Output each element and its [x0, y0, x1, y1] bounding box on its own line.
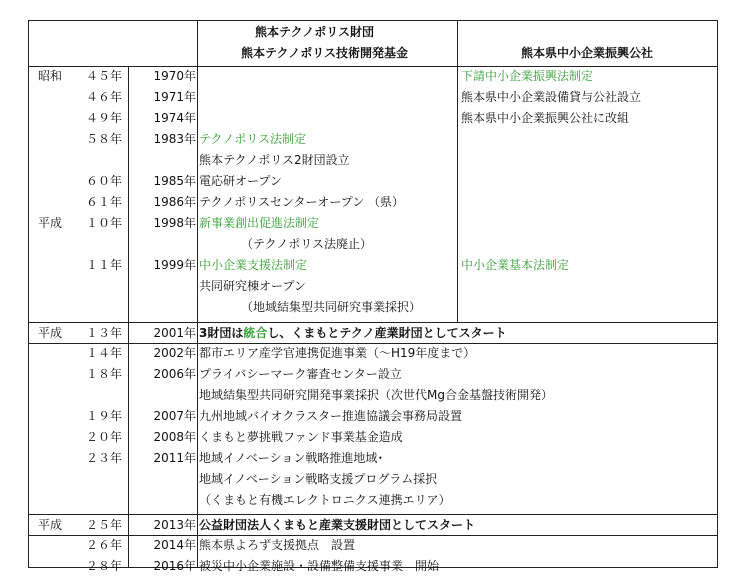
foundation-text: 公益財団法人くまもと産業支援財団としてスタート — [199, 518, 476, 532]
event-text: 新事業創出促進法制定 — [199, 216, 320, 230]
western-year: 1998年 — [153, 216, 196, 230]
event-text: 中小企業支援法制定 — [199, 258, 308, 272]
event-text: 地域イノベーション戦略支援プログラム採択 — [199, 472, 438, 486]
event-text: 被災中小企業施設・設備整備支援事業 開始 — [199, 559, 440, 573]
column-divider — [128, 66, 129, 567]
merger-text-highlight: 統合 — [243, 326, 268, 340]
western-year: 1970年 — [153, 69, 196, 83]
jp-year: １１年 — [85, 258, 122, 272]
event-text: 都市エリア産学官連携促進事業（～H19年度まで） — [199, 346, 476, 360]
kosha-event-text: 中小企業基本法制定 — [461, 258, 570, 272]
western-year: 2001年 — [153, 326, 196, 340]
event-text: テクノポリスセンターオープン （県） — [199, 195, 405, 209]
event-text: 電応研オープン — [199, 174, 282, 188]
row-divider — [29, 535, 717, 536]
header-divider — [29, 66, 717, 67]
jp-year: ６１年 — [85, 195, 122, 209]
section-divider — [29, 514, 717, 515]
western-year: 2007年 — [153, 409, 196, 423]
era-label: 昭和 — [38, 69, 63, 83]
header-col4: 熊本県中小企業振興公社 — [521, 46, 654, 60]
header-col3-line1: 熊本テクノポリス財団 — [255, 25, 375, 39]
merger-text-pre: 3財団は — [199, 326, 244, 340]
western-year: 2016年 — [153, 559, 196, 573]
jp-year: ２０年 — [85, 430, 122, 444]
western-year: 1971年 — [153, 90, 196, 104]
jp-year: １３年 — [85, 326, 122, 340]
column-divider — [457, 21, 458, 322]
western-year: 1985年 — [153, 174, 196, 188]
western-year: 1983年 — [153, 132, 196, 146]
kosha-event-text: 下請中小企業振興法制定 — [461, 69, 594, 83]
event-text: （地域結集型共同研究事業採択） — [199, 300, 422, 314]
jp-year: １４年 — [85, 346, 122, 360]
merger-text-post: し、くまもとテクノ産業財団としてスタート — [267, 326, 507, 340]
event-text: 共同研究棟オープン — [199, 279, 306, 293]
event-text: 九州地域バイオクラスター推進協議会事務局設置 — [199, 409, 463, 423]
jp-year: ２６年 — [85, 538, 122, 552]
western-year: 2008年 — [153, 430, 196, 444]
jp-year: １９年 — [85, 409, 122, 423]
jp-year: ６０年 — [85, 174, 122, 188]
jp-year: ２５年 — [85, 518, 122, 532]
jp-year: ４６年 — [85, 90, 122, 104]
history-table — [28, 20, 718, 573]
event-text: 熊本県よろず支援拠点 設置 — [199, 538, 356, 552]
event-text: 地域結集型共同研究開発事業採択（次世代Mg合金基盤技術開発） — [199, 388, 553, 402]
merger-text — [199, 326, 507, 340]
column-divider — [197, 21, 198, 567]
event-text: （くまもと有機エレクトロニクス連携エリア） — [199, 493, 451, 507]
era-label: 平成 — [38, 216, 63, 230]
era-label: 平成 — [38, 518, 63, 532]
row-divider — [29, 343, 717, 344]
western-year: 2013年 — [153, 518, 196, 532]
western-year: 1999年 — [153, 258, 196, 272]
event-text: くまもと夢挑戦ファンド事業基金造成 — [199, 430, 403, 444]
western-year: 1974年 — [153, 111, 196, 125]
event-text: 熊本テクノポリス2財団設立 — [199, 153, 350, 167]
western-year: 2011年 — [153, 451, 196, 465]
kosha-event-text: 熊本県中小企業設備貸与公社設立 — [461, 90, 642, 104]
jp-year: ４９年 — [85, 111, 122, 125]
event-text: 地域イノベーション戦略推進地域･ — [199, 451, 384, 465]
jp-year: ２３年 — [85, 451, 122, 465]
jp-year: ２８年 — [85, 559, 122, 573]
header-col3-line2: 熊本テクノポリス技術開発基金 — [241, 46, 409, 60]
jp-year: １０年 — [85, 216, 122, 230]
western-year: 2006年 — [153, 367, 196, 381]
era-label: 平成 — [38, 326, 63, 340]
event-text: プライバシーマーク審査センター設立 — [199, 367, 402, 381]
section-divider — [29, 322, 717, 323]
western-year: 1986年 — [153, 195, 196, 209]
event-text: テクノポリス法制定 — [199, 132, 307, 146]
jp-year: ４５年 — [85, 69, 122, 83]
jp-year: １８年 — [85, 367, 122, 381]
jp-year: ５８年 — [85, 132, 122, 146]
western-year: 2014年 — [153, 538, 196, 552]
kosha-event-text: 熊本県中小企業振興公社に改組 — [461, 111, 630, 125]
event-text: （テクノポリス法廃止） — [199, 237, 373, 251]
western-year: 2002年 — [153, 346, 196, 360]
